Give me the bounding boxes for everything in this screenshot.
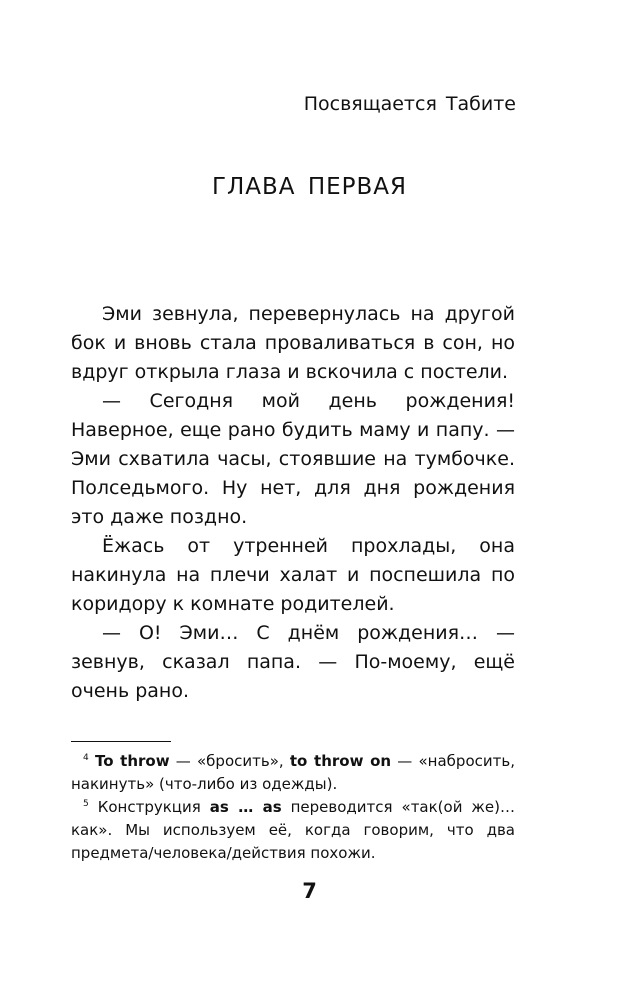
footnote-text: переводится «так(ой же)… как». Мы используем её, когда говорим, что два предмета/человека/действия похожи. <box>71 798 516 862</box>
footnote-term: To throw <box>94 752 170 770</box>
footnote-term: as … as <box>209 798 282 816</box>
paragraph: Эми зевнула, перевернулась на другой бок и вновь стала проваливаться в сон, но вдруг открыла глаза и вскочила с постели. <box>71 303 515 383</box>
footnote-5 <box>71 796 515 865</box>
footnote-text: — «набросить, накинуть» (что-либо из одежды). <box>71 752 515 793</box>
footnote-text: — «бросить», <box>169 752 290 770</box>
paragraph: Ёжась от утренней прохлады, она накинула на плечи халат и поспешила по коридору к комнате родителей. <box>71 535 515 615</box>
chapter-title: ГЛАВА ПЕРВАЯ <box>211 174 408 200</box>
page-number: 7 <box>302 879 317 903</box>
chapter-body <box>71 300 515 706</box>
dedication: Посвящается Табите <box>303 93 516 115</box>
footnote-marker: 4 <box>83 753 89 763</box>
footnote-4 <box>71 750 515 796</box>
footnote-marker: 5 <box>83 799 89 809</box>
paragraph: — Сегодня мой день рождения! Наверное, еще рано будить маму и папу. — Эми схватила часы, стоявшие на тумбочке. Полседьмого. Ну нет, для дня рождения это даже поздно. <box>71 390 515 528</box>
footnote-text: Конструкция <box>97 798 210 816</box>
footnotes <box>71 750 515 865</box>
footnote-rule <box>71 741 171 742</box>
footnote-term: to throw on <box>289 752 392 770</box>
paragraph: — О! Эми… С днём рождения… — зевнув, сказал папа. — По-моему, ещё очень рано. <box>71 622 515 702</box>
